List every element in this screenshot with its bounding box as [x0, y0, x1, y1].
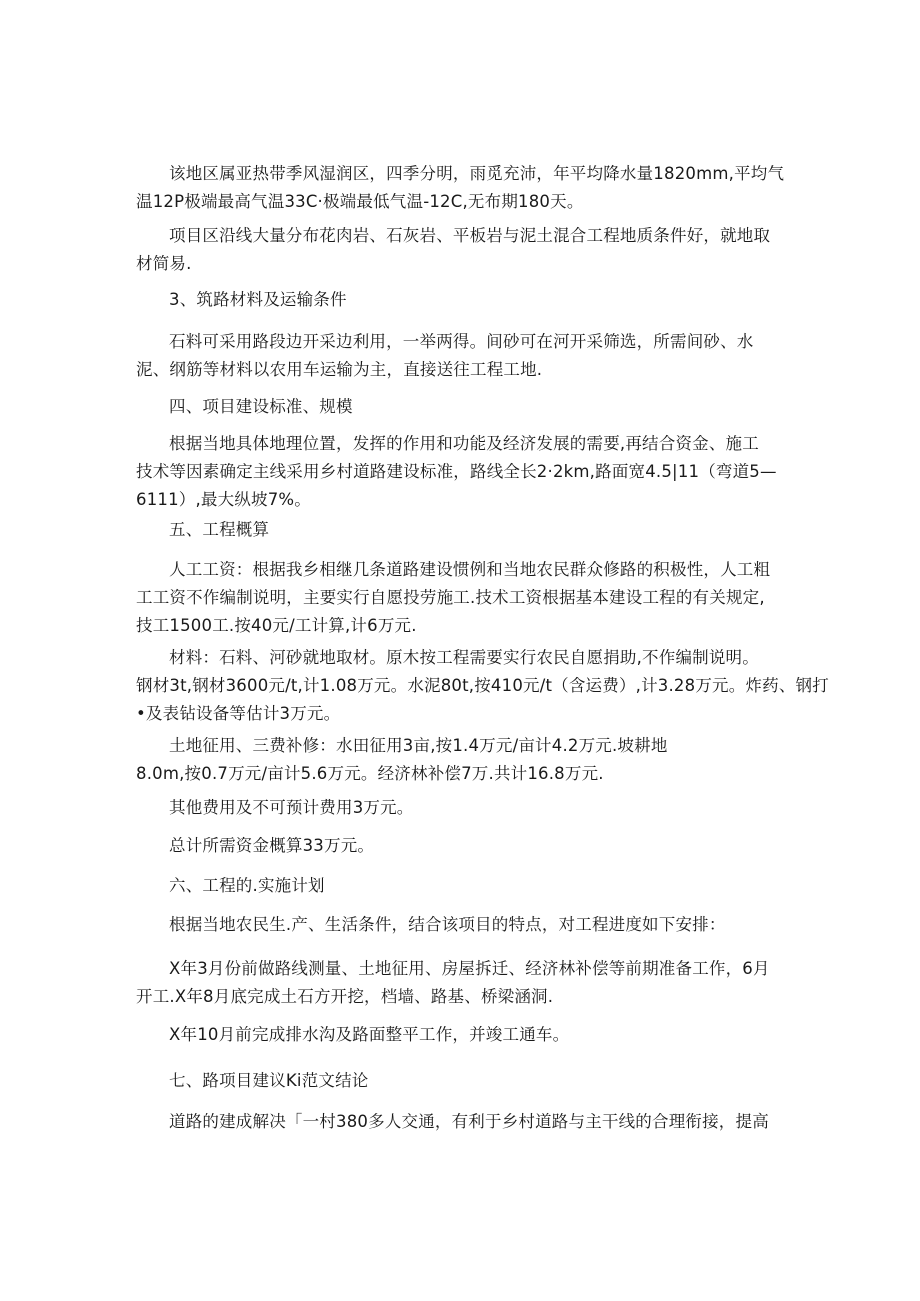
text-line: 石料可采用路段边开采边利用，一举两得。间砂可在河开采筛选，所需间砂、水 [169, 332, 754, 351]
text-line: 6111）,最大纵坡7%。 [136, 490, 312, 509]
paragraph-conclusion [136, 1108, 776, 1136]
text-line: •及表钻设备等估计3万元。 [136, 704, 341, 723]
section-heading-budget [136, 516, 776, 544]
paragraph-labor [136, 556, 776, 640]
paragraph-total-budget [136, 832, 776, 860]
text-line: 工工资不作编制说明，主要实行自愿投劳施工.技术工资根据基本建设工程的有关规定, [136, 588, 765, 607]
text-line: 人工工资：根据我乡相继几条道路建设惯例和当地农民群众修路的积极性，人工粗 [169, 560, 771, 579]
text-line: X年10月前完成排水沟及路面整平工作，并竣工通车。 [169, 1025, 570, 1044]
paragraph-standards [136, 430, 776, 514]
heading-line: 3、筑路材料及运输条件 [169, 290, 347, 309]
text-line: 开工.X年8月底完成土石方开挖，档墙、路基、桥梁涵洞. [136, 987, 554, 1006]
text-line: 技术等因素确定主线采用乡村道路建设标准，路线全长2·2km,路面宽4.5|11（弯道5— [136, 462, 777, 481]
paragraph-schedule-intro [136, 911, 776, 939]
text-line: 根据当地农民生.产、生活条件，结合该项目的特点，对工程进度如下安排： [169, 915, 726, 934]
text-line: 土地征用、三费补修：水田征用3亩,按1.4万元/亩计4.2万元.坡耕地 [169, 736, 668, 755]
section-heading-materials-transport [136, 286, 776, 314]
paragraph-land-compensation [136, 732, 776, 788]
paragraph-climate [136, 160, 785, 216]
paragraph-geology [136, 222, 776, 278]
text-line: 温12P极端最高气温33C·极端最低气温-12C,无布期180天。 [136, 192, 584, 211]
text-line: 总计所需资金概算33万元。 [169, 836, 375, 855]
paragraph-materials [136, 328, 776, 384]
text-line: 道路的建成解决「一村380多人交通，有利于乡村道路与主干线的合理衔接，提高 [169, 1112, 769, 1131]
text-line: 技工1500工.按40元/工计算,计6万元. [136, 616, 417, 635]
paragraph-material-costs [136, 644, 829, 728]
section-heading-conclusion [136, 1067, 776, 1095]
text-line: 该地区属亚热带季风湿润区，四季分明，雨觅充沛，年平均降水量1820mm,平均气 [169, 164, 785, 183]
heading-line: 六、工程的.实施计划 [169, 876, 325, 895]
text-line: 项目区沿线大量分布花肉岩、石灰岩、平板岩与泥土混合工程地质条件好，就地取 [169, 226, 771, 245]
paragraph-schedule-completion [136, 1021, 776, 1049]
section-heading-implementation [136, 872, 776, 900]
paragraph-other-costs [136, 794, 776, 822]
section-heading-standards [136, 393, 776, 421]
text-line: 其他费用及不可预计费用3万元。 [169, 798, 414, 817]
text-line: 泥、纲筋等材料以农用车运输为主，直接送往工程工地. [136, 360, 543, 379]
heading-line: 四、项目建设标准、规模 [169, 397, 353, 416]
text-line: 材简易. [136, 254, 192, 273]
text-line: 材料：石料、河砂就地取材。原木按工程需要实行农民自愿捐助,不作编制说明。 [169, 648, 759, 667]
text-line: 钢材3t,钢材3600元/t,计1.08万元。水泥80t,按410元/t（含运费）,计3.28万元。炸药、钢打 [136, 676, 829, 695]
heading-line: 七、路项目建议Ki范文结论 [169, 1071, 369, 1090]
heading-line: 五、工程概算 [169, 520, 270, 539]
paragraph-schedule-early [136, 955, 776, 1011]
text-line: X年3月份前做路线测量、土地征用、房屋拆迁、经济林补偿等前期准备工作，6月 [169, 959, 770, 978]
text-line: 8.0m,按0.7万元/亩计5.6万元。经济林补偿7万.共计16.8万元. [136, 764, 604, 783]
text-line: 根据当地具体地理位置，发挥的作用和功能及经济发展的需要,再结合资金、施工 [169, 434, 759, 453]
